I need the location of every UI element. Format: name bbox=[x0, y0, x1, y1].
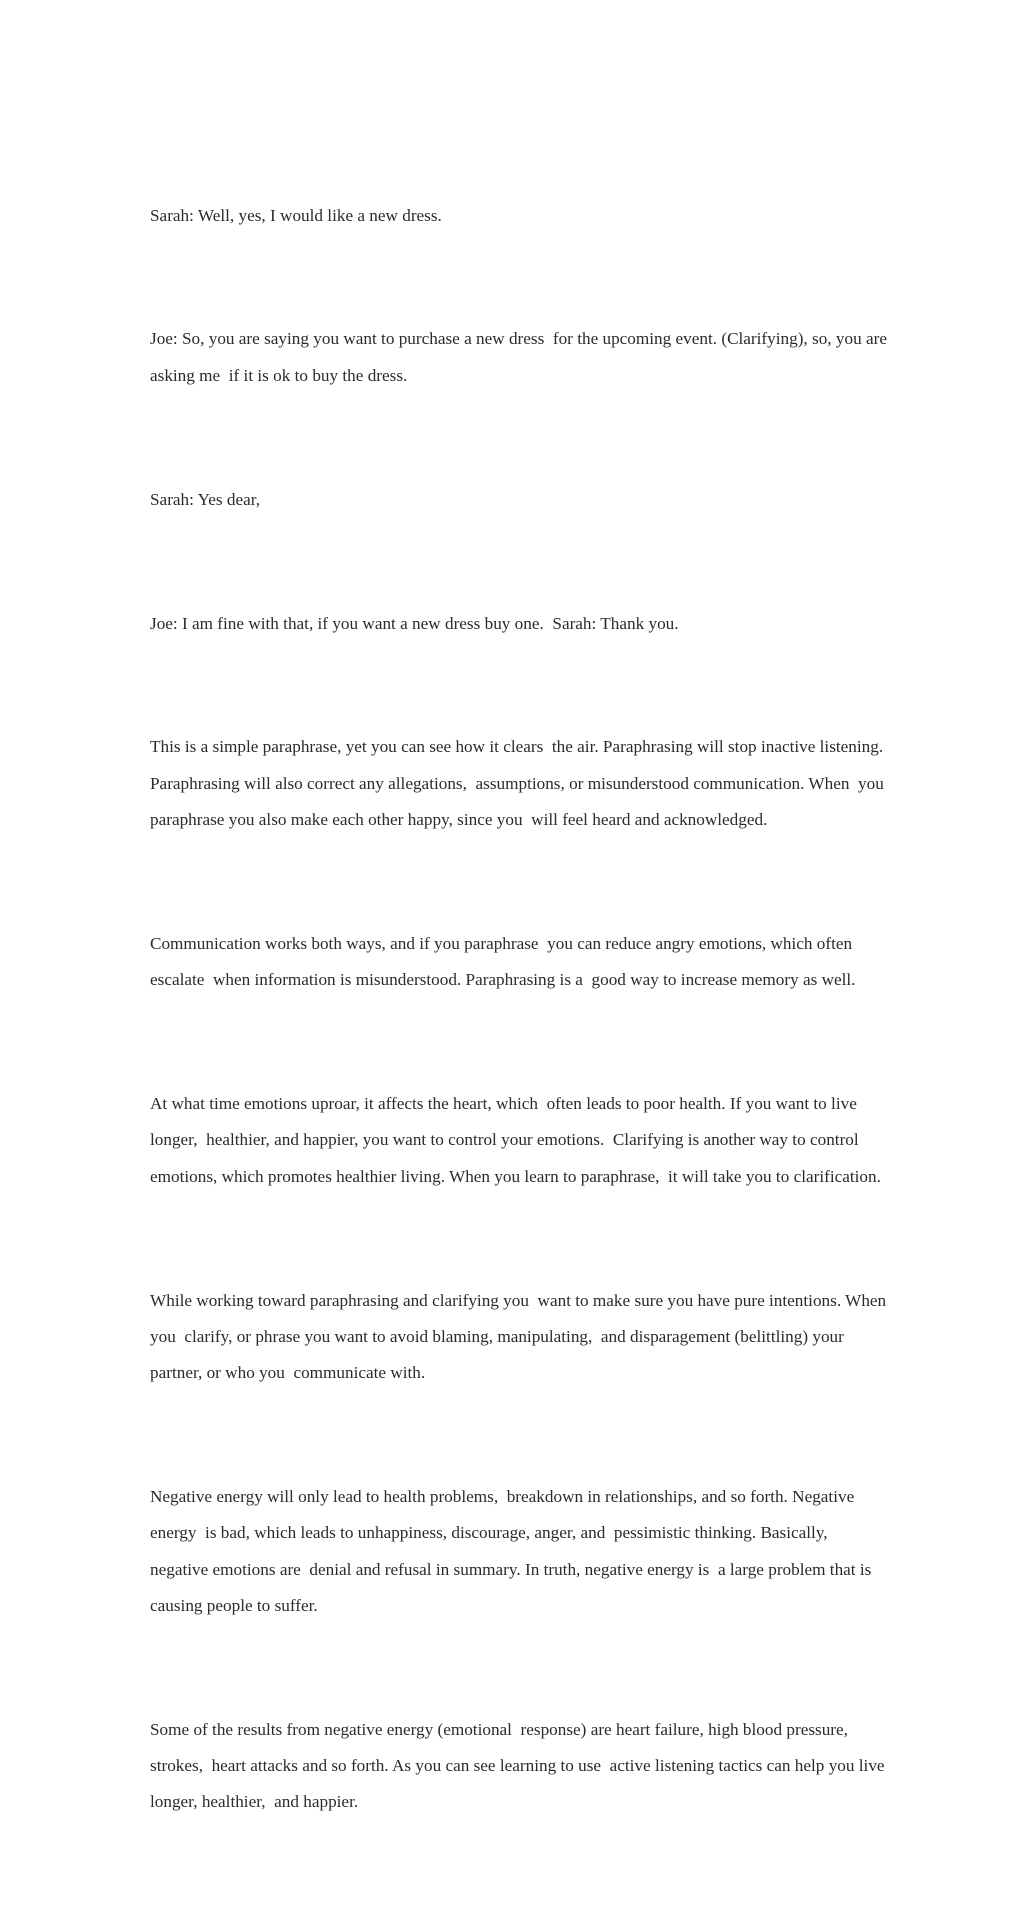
paragraph-emotions-uproar: At what time emotions uproar, it affects the heart, which often leads to poor health. If you want to live longer, healthier, and happier, you want to control your emotions. Clarifying is another way to control emotions, which promotes healthier living. When you learn to paraphrase, it will take you to clarification. bbox=[150, 1094, 881, 1186]
paragraph-simple-paraphrase: This is a simple paraphrase, yet you can see how it clears the air. Paraphrasing will stop inactive listening. Paraphrasing will also correct any allegations, assumptions, or misunderstood communication. When you paraphrase you also make each other happy, since you will feel heard and acknowledged. bbox=[150, 737, 892, 830]
paragraph-negative-energy: Negative energy will only lead to health problems, breakdown in relationships, and so forth. Negative energy is bad, which leads to unhappiness, discourage, anger, and pessimistic thinking. Basically, negative emotions are denial and refusal in summary. In truth, negative energy is a large problem that is causing people to suffer. bbox=[150, 1487, 876, 1615]
paragraph-communication-both-ways: Communication works both ways, and if you paraphrase you can reduce angry emotions, which often escalate when information is misunderstood. Paraphrasing is a good way to increase memory as well. bbox=[150, 933, 857, 990]
document-body bbox=[150, 125, 890, 1908]
paragraph-sarah-yes: Sarah: Yes dear, bbox=[150, 489, 261, 509]
paragraph-joe-fine: Joe: I am fine with that, if you want a new dress buy one. Sarah: Thank you. bbox=[150, 613, 679, 633]
paragraph-pure-intentions: While working toward paraphrasing and clarifying you want to make sure you have pure intentions. When you clarify, or phrase you want to avoid blaming, manipulating, and disparagement (belittling) your partner, or who you communicate with. bbox=[150, 1290, 891, 1383]
paragraph-results-negative-energy: Some of the results from negative energy (emotional response) are heart failure, high blood pressure, strokes, heart attacks and so forth. As you can see learning to use active listening tactics can help you live longer, healthier, and happier. bbox=[150, 1719, 889, 1812]
paragraph-joe-clarifying: Joe: So, you are saying you want to purchase a new dress for the upcoming event. (Clarifying), so, you are asking me if it is ok to buy the dress. bbox=[150, 329, 892, 385]
paragraph-sarah-dress: Sarah: Well, yes, I would like a new dress. bbox=[150, 205, 442, 225]
